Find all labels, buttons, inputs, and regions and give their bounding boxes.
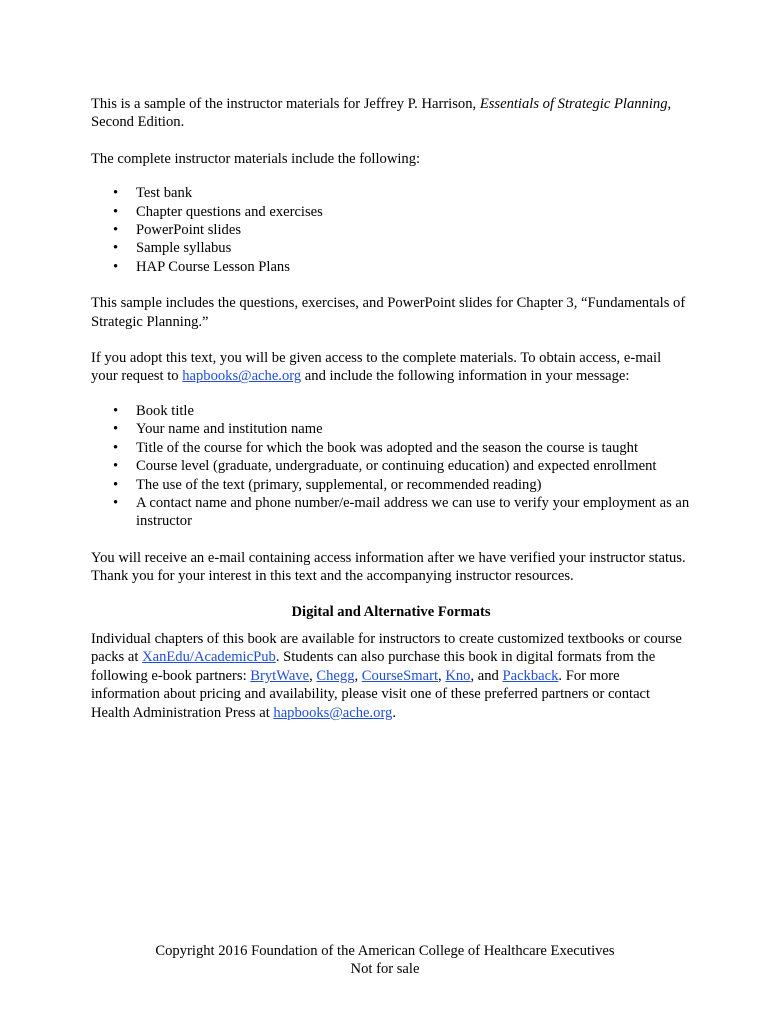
list-item-text: HAP Course Lesson Plans [136, 258, 290, 275]
email-link[interactable]: hapbooks@ache.org [273, 704, 393, 721]
bullet-icon: • [113, 402, 119, 419]
bullet-icon: • [113, 203, 119, 220]
list-item [91, 457, 691, 475]
kno-link[interactable]: Kno [445, 667, 471, 684]
page-footer [0, 942, 770, 979]
section-heading: Digital and Alternative Formats [291, 603, 491, 620]
list-item-text: A contact name and phone number/e-mail address we can use to verify your employment as an instructor [136, 494, 690, 530]
copyright-notice: Copyright 2016 Foundation of the American College of Healthcare Executives [155, 943, 615, 959]
adopt-paragraph [91, 349, 691, 386]
sample-note: This sample includes the questions, exercises, and PowerPoint slides for Chapter 3, “Fundamentals of Strategic Planning.” [91, 295, 686, 330]
separator: , and [470, 667, 503, 684]
bullet-icon: • [113, 222, 119, 239]
chegg-link[interactable]: Chegg [316, 667, 355, 684]
list-item-text: Your name and institution name [136, 421, 323, 438]
list-item [91, 420, 691, 438]
materials-list [91, 184, 691, 276]
digital-text-2: . Students can also purchase this book in digital formats from the following e-book partners: [91, 649, 656, 684]
intro-trail: , Second Edition. [91, 96, 672, 131]
bullet-icon: • [113, 458, 119, 475]
list-item [91, 258, 691, 276]
digital-text-3: . For more information about pricing and availability, please visit one of these preferred partners or contact Health Administration Press at [91, 667, 651, 721]
packback-link[interactable]: Packback [502, 667, 559, 684]
not-for-sale-notice: Not for sale [350, 961, 420, 978]
bullet-icon: • [113, 494, 119, 511]
list-item [91, 476, 691, 494]
list-item-text: PowerPoint slides [136, 222, 241, 239]
list-item-text: Chapter questions and exercises [136, 203, 323, 220]
list-item-text: Sample syllabus [136, 240, 232, 257]
list-item-text: Title of the course for which the book was adopted and the season the course is taught [136, 439, 639, 456]
xanedu-link[interactable]: XanEdu/AcademicPub [142, 649, 276, 666]
list-item [91, 402, 691, 420]
bullet-icon: • [113, 185, 119, 202]
digital-text-1: Individual chapters of this book are available for instructors to create customized textbooks or course packs at [91, 630, 682, 666]
list-item-text: Test bank [136, 185, 193, 202]
adopt-text-before: If you adopt this text, you will be given access to the complete materials. To obtain access, e-mail your request to [91, 350, 662, 385]
info-list [91, 402, 691, 531]
intro-paragraph [91, 95, 691, 132]
separator: , [309, 667, 317, 684]
email-link[interactable]: hapbooks@ache.org [182, 368, 302, 385]
list-item-text: The use of the text (primary, supplemental, or recommended reading) [136, 476, 542, 493]
brytwave-link[interactable]: BrytWave [250, 667, 310, 684]
list-item [91, 439, 691, 457]
bullet-icon: • [113, 421, 119, 438]
adopt-text-after: and include the following information in your message: [301, 368, 630, 385]
list-item-text: Book title [136, 402, 194, 419]
list-item [91, 203, 691, 221]
list-item [91, 221, 691, 239]
digital-text-4: . [392, 704, 397, 721]
book-title: Essentials of Strategic Planning [479, 96, 668, 112]
materials-intro: The complete instructor materials include the following: [91, 150, 421, 167]
intro-lead: This is a sample of the instructor materials for Jeffrey P. Harrison, [91, 96, 480, 112]
bullet-icon: • [113, 439, 119, 456]
bullet-icon: • [113, 240, 119, 257]
separator: , [354, 667, 362, 684]
document-body [91, 95, 691, 722]
coursesmart-link[interactable]: CourseSmart [361, 667, 439, 684]
bullet-icon: • [113, 476, 119, 493]
list-item-text: Course level (graduate, undergraduate, or continuing education) and expected enrollment [136, 458, 657, 475]
list-item [91, 494, 691, 531]
list-item [91, 184, 691, 202]
digital-formats-paragraph [91, 630, 691, 722]
separator: , [438, 667, 446, 684]
bullet-icon: • [113, 258, 119, 275]
list-item [91, 239, 691, 257]
verification-note: You will receive an e-mail containing access information after we have verified your instructor status. Thank you for your interest in this text and the accompanying instructor resources. [91, 549, 686, 585]
